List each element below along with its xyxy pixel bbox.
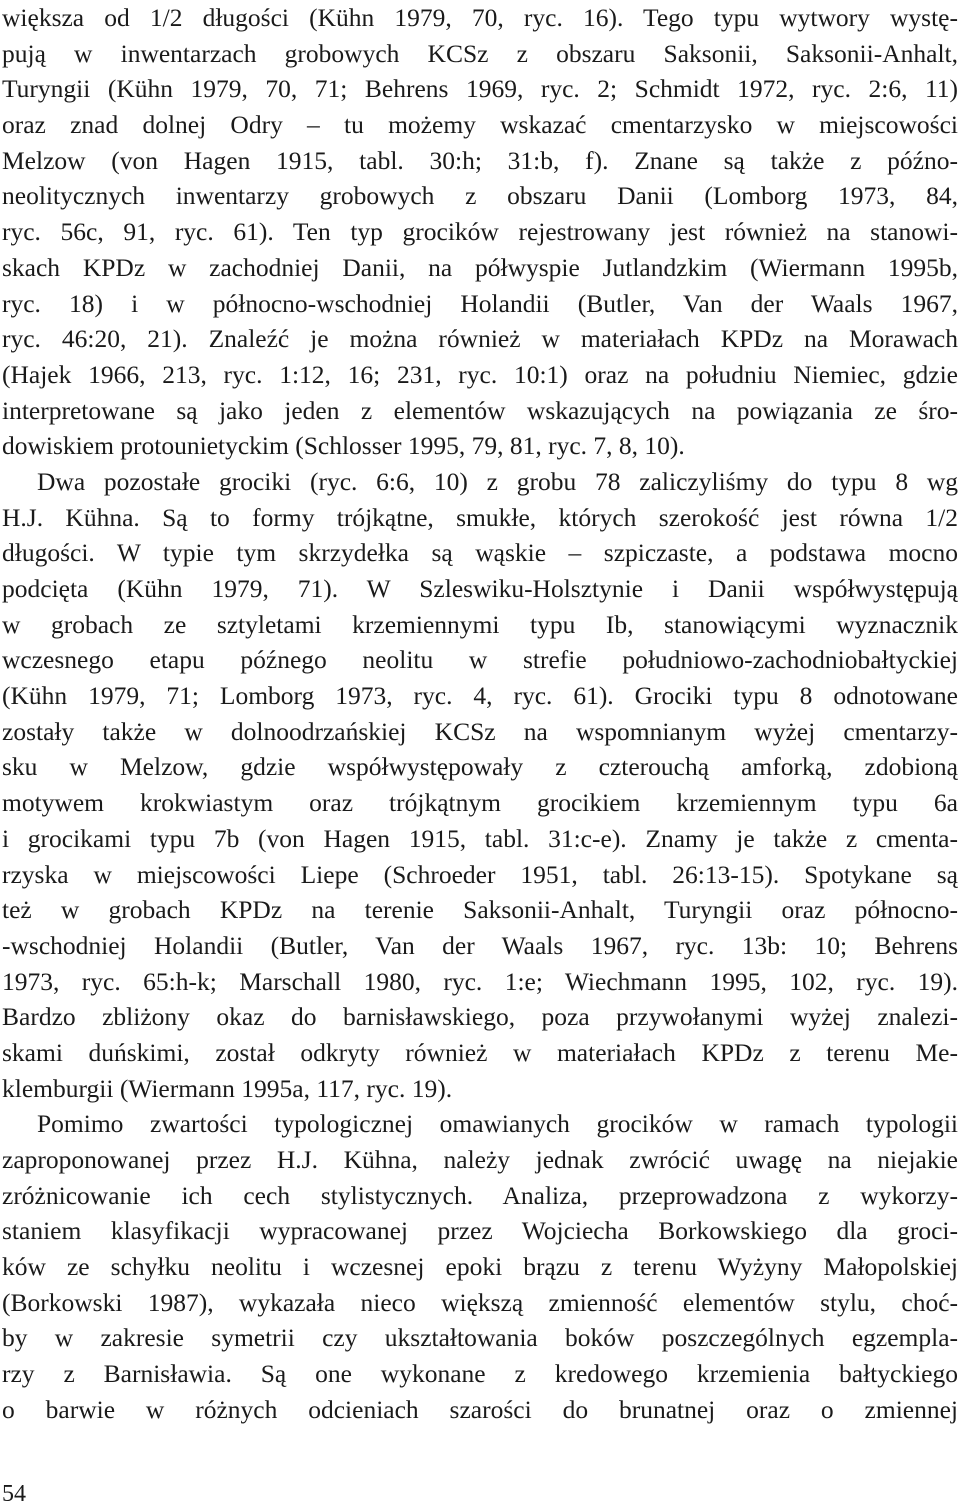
text-line: zostały także w dolnoodrzańskiej KCSz na wspomnianym wyżej cmentarzy- (2, 716, 958, 746)
text-line: zaproponowanej przez H.J. Kühna, należy jednak zwrócić uwagę na niejakie (2, 1145, 958, 1174)
text-line: Melzow (von Hagen 1915, tabl. 30:h; 31:b, f). Znane są także z późno- (2, 145, 958, 175)
text-line: ryc. 46:20, 21). Znaleźć je można również w materiałach KPDz na Morawach (2, 324, 958, 354)
text-line: sku w Melzow, gdzie współwystępowały z czterouchą amforką, zdobioną (2, 752, 958, 782)
text-line: by w zakresie symetrii czy ukształtowania boków poszczególnych egzempla- (2, 1323, 958, 1353)
text-line: klemburgii (Wiermann 1995a, 117, ryc. 19). (2, 1073, 453, 1103)
text-line: (Borkowski 1987), wykazała nieco większą zmienność elementów stylu, choć- (2, 1287, 958, 1317)
paragraph (2, 464, 958, 1106)
text-line: o barwie w różnych odcieniach szarości do brunatnej oraz o zmiennej (2, 1394, 958, 1424)
text-line: -wschodniej Holandii (Butler, Van der Waals 1967, ryc. 13b: 10; Behrens (2, 930, 958, 960)
text-line: (Hajek 1966, 213, ryc. 1:12, 16; 231, ryc. 10:1) oraz na południu Niemiec, gdzie (2, 359, 958, 389)
text-line: Turyngii (Kühn 1979, 70, 71; Behrens 1969, ryc. 2; Schmidt 1972, ryc. 2:6, 11) (2, 74, 958, 104)
text-line: zróżnicowanie ich cech stylistycznych. Analiza, przeprowadzona z wykorzy- (2, 1180, 958, 1210)
body-text (2, 0, 958, 1428)
text-line: w grobach ze sztyletami krzemiennymi typu Ib, stanowiącymi wyznacznik (2, 609, 958, 639)
text-line: skach KPDz w zachodniej Danii, na półwyspie Jutlandzkim (Wiermann 1995b, (2, 252, 958, 282)
text-line: wczesnego etapu późnego neolitu w strefie południowo-zachodniobałtyckiej (2, 645, 958, 675)
text-line: skami duńskimi, został odkryty również w materiałach KPDz z terenu Me- (2, 1037, 958, 1067)
text-line: neolitycznych inwentarzy grobowych z obszaru Danii (Lomborg 1973, 84, (2, 181, 958, 211)
text-line: oraz znad dolnej Odry – tu możemy wskazać cmentarzysko w miejscowości (2, 110, 958, 140)
text-line: ków ze schyłku neolitu i wczesnej epoki brązu z terenu Wyżyny Małopolskiej (2, 1252, 958, 1282)
text-line: motywem krokwiastym oraz trójkątnym grocikiem krzemiennym typu 6a (2, 788, 958, 818)
text-line: rzy z Barnisławia. Są one wykonane z kredowego krzemienia bałtyckiego (2, 1359, 958, 1389)
text-line: rzyska w miejscowości Liepe (Schroeder 1951, tabl. 26:13-15). Spotykane są (2, 859, 958, 889)
text-line: dowiskiem protounietyckim (Schlosser 1995, 79, 81, ryc. 7, 8, 10). (2, 431, 685, 461)
text-line: 1973, ryc. 65:h-k; Marschall 1980, ryc. 1:e; Wiechmann 1995, 102, ryc. 19). (2, 966, 958, 996)
text-line: długości. W typie tym skrzydełka są wąskie – szpiczaste, a podstawa mocno (2, 538, 958, 568)
paragraph (2, 1106, 958, 1427)
text-line: (Kühn 1979, 71; Lomborg 1973, ryc. 4, ryc. 61). Grociki typu 8 odnotowane (2, 681, 958, 711)
paragraph (2, 0, 958, 464)
text-line: ryc. 56c, 91, ryc. 61). Ten typ grocików rejestrowany jest również na stanowi- (2, 217, 958, 247)
text-line: i grocikami typu 7b (von Hagen 1915, tabl. 31:c-e). Znamy je także z cmenta- (2, 823, 958, 853)
text-line: staniem klasyfikacji wypracowanej przez Wojciecha Borkowskiego dla groci- (2, 1216, 958, 1246)
text-line: pują w inwentarzach grobowych KCSz z obszaru Saksonii, Saksonii-Anhalt, (2, 38, 958, 68)
page-number: 54 (2, 1481, 26, 1507)
text-line: interpretowane są jako jeden z elementów wskazujących na powiązania ze śro- (2, 395, 958, 425)
text-line: też w grobach KPDz na terenie Saksonii-Anhalt, Turyngii oraz północno- (2, 895, 958, 925)
text-line: Pomimo zwartości typologicznej omawianych grocików w ramach typologii (37, 1109, 958, 1139)
text-line: Dwa pozostałe grociki (ryc. 6:6, 10) z grobu 78 zaliczyliśmy do typu 8 wg (37, 466, 958, 496)
text-line: H.J. Kühna. Są to formy trójkątne, smukłe, których szerokość jest równa 1/2 (2, 502, 958, 532)
text-line: podcięta (Kühn 1979, 71). W Szleswiku-Holsztynie i Danii współwystępują (2, 574, 958, 603)
text-line: Bardzo zbliżony okaz do barnisławskiego, poza przywołanymi wyżej znalezi- (2, 1002, 958, 1032)
text-line: ryc. 18) i w północno-wschodniej Holandii (Butler, Van der Waals 1967, (2, 288, 958, 318)
text-line: większa od 1/2 długości (Kühn 1979, 70, ryc. 16). Tego typu wytwory wystę- (2, 3, 958, 32)
